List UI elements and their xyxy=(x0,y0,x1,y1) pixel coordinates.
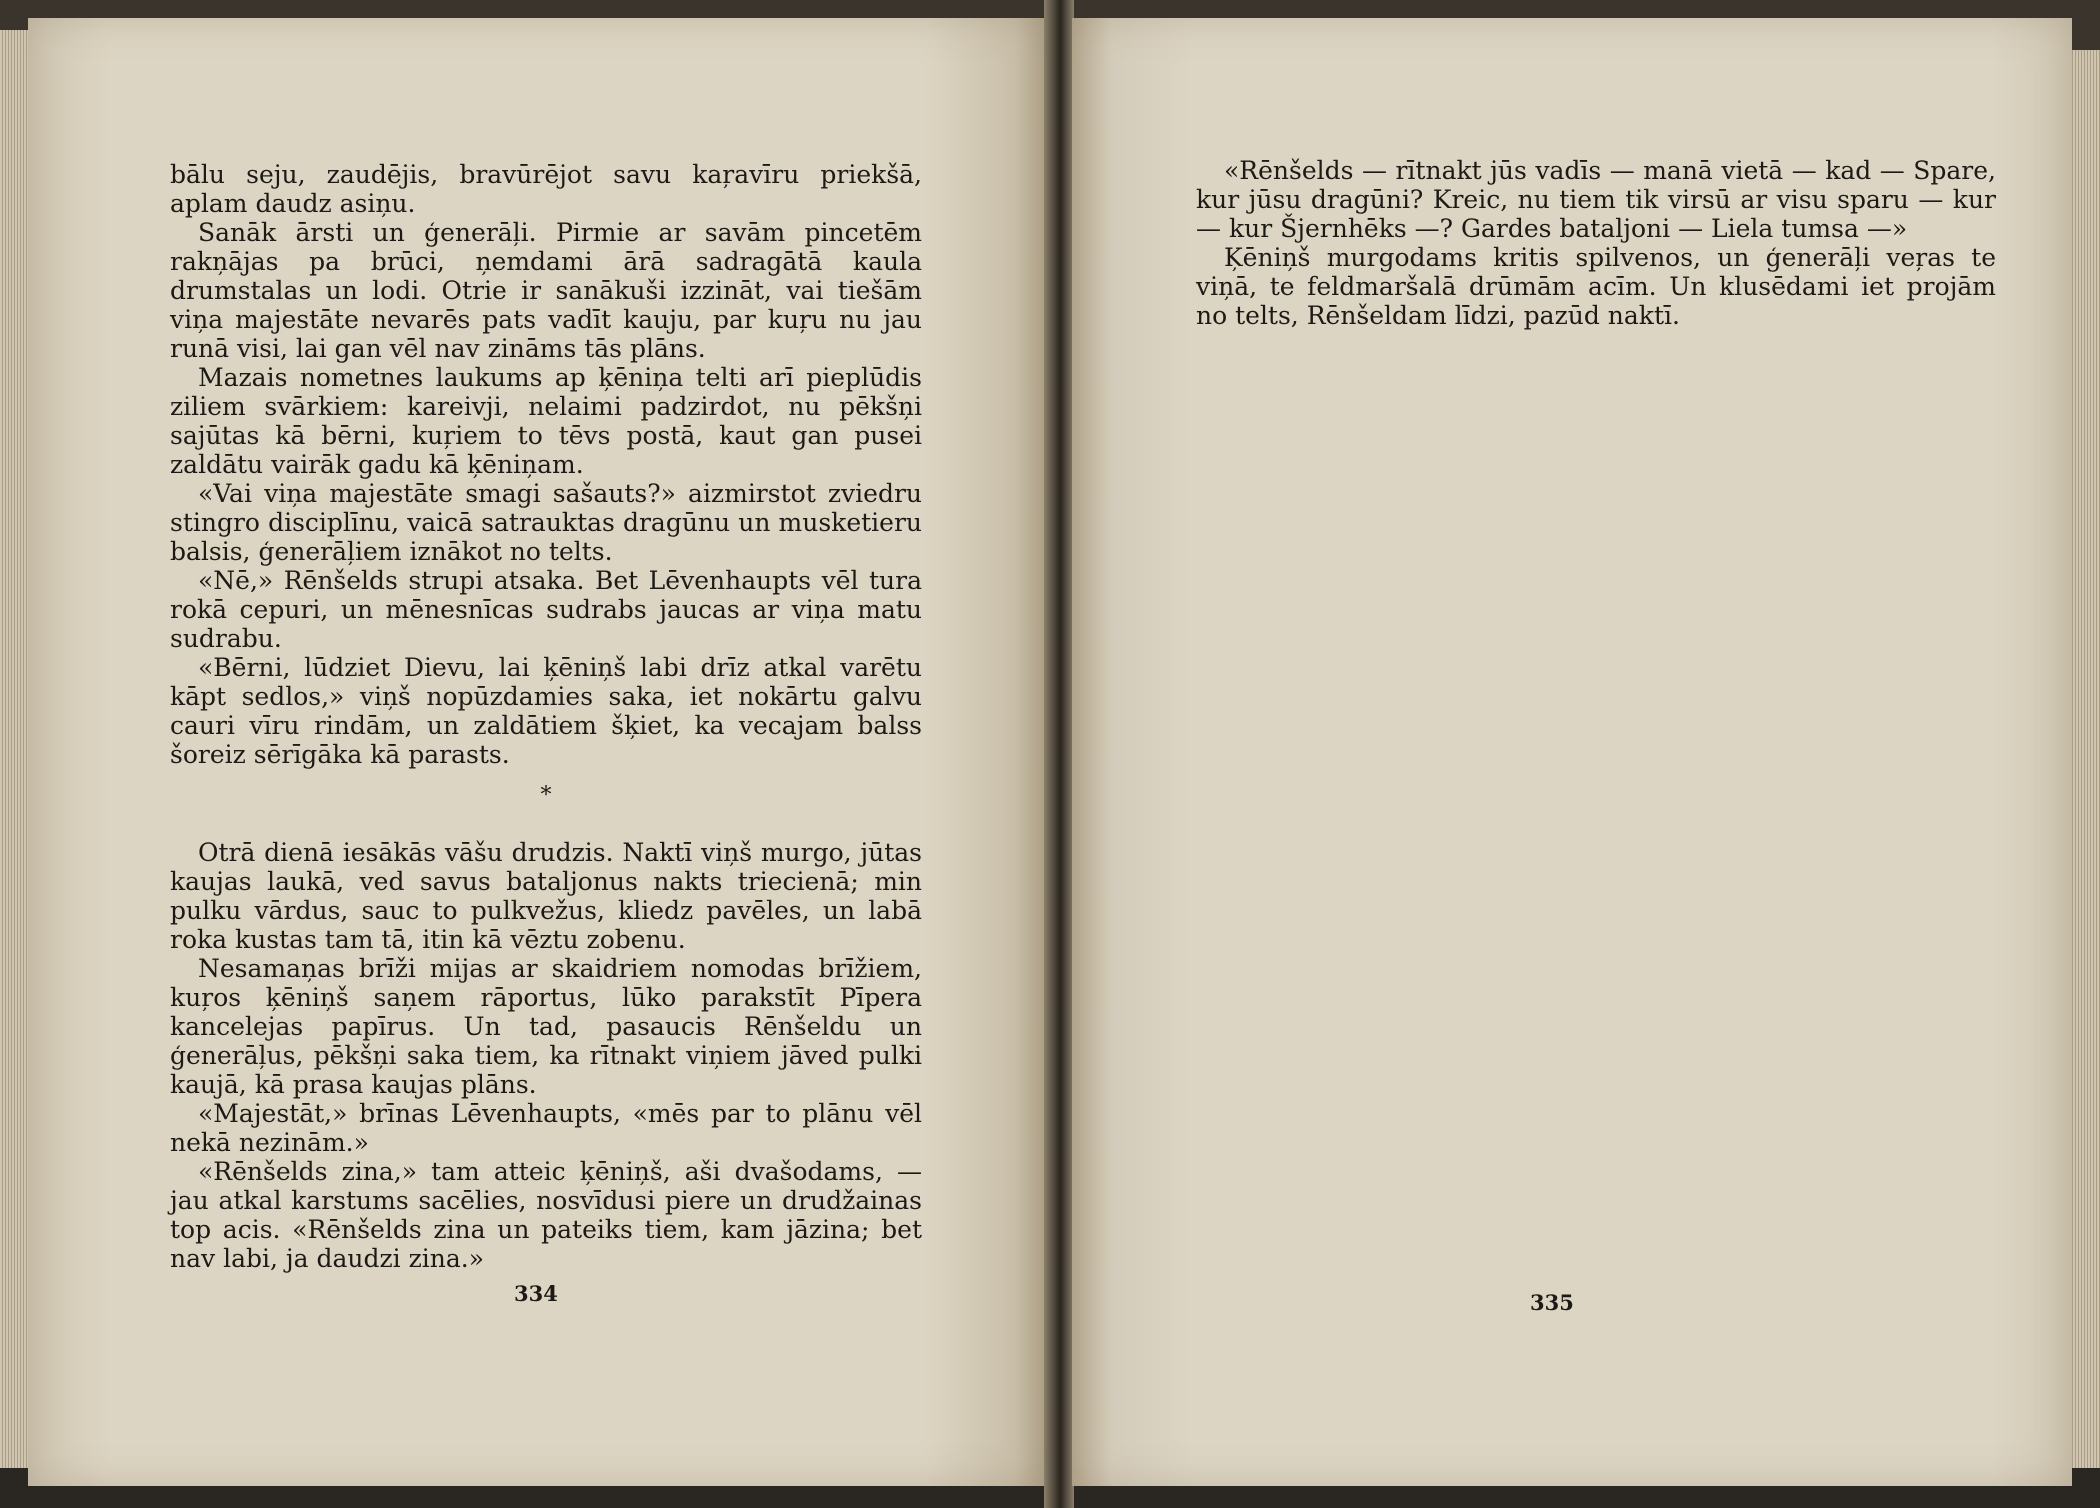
paragraph: bālu seju, zaudējis, bravūrējot savu kaŗavīru priekšā, aplam daudz asiņu. xyxy=(170,160,922,218)
page-number-left: 334 xyxy=(514,1281,558,1306)
page-edges-left xyxy=(0,30,30,1468)
paragraph: «Majestāt,» brīnas Lēvenhaupts, «mēs par to plānu vēl nekā nezinām.» xyxy=(170,1099,922,1157)
paragraph: «Bērni, lūdziet Dievu, lai ķēniņš labi drīz atkal varētu kāpt sedlos,» viņš nopūzdamies saka, iet nokārtu galvu cauri vīru rindām, un zaldātiem šķiet, ka vecajam balss šoreiz sērīgāka kā parasts. xyxy=(170,653,922,769)
paragraph: «Vai viņa majestāte smagi sašauts?» aizmirstot zviedru stingro disciplīnu, vaicā satrauktas dragūnu un musketieru balsis, ģenerāļiem iznākot no telts. xyxy=(170,479,922,566)
page-edges-right xyxy=(2070,50,2100,1468)
paragraph: Otrā dienā iesākās vāšu drudzis. Naktī viņš murgo, jūtas kaujas laukā, ved savus bataljonus nakts triecienā; min pulku vārdus, sauc to pulkvežus, kliedz pavēles, un labā roka kustas tam tā, itin kā vēztu zobenu. xyxy=(170,838,922,954)
right-page-text xyxy=(1196,156,1996,330)
paragraph: «Rēnšelds — rītnakt jūs vadīs — manā vietā — kad — Spare, kur jūsu dragūni? Kreic, nu tiem tik virsū ar visu sparu — kur — kur Šjernhēks —? Gardes bataljoni — Liela tumsa —» xyxy=(1196,156,1996,243)
paragraph: Nesamaņas brīži mijas ar skaidriem nomodas brīžiem, kuŗos ķēniņš saņem rāportus, lūko parakstīt Pīpera kancelejas papīrus. Un tad, pasaucis Rēnšeldu un ģenerāļus, pēkšņi saka tiem, ka rītnakt viņiem jāved pulki kaujā, kā prasa kaujas plāns. xyxy=(170,954,922,1099)
right-page xyxy=(1072,18,2072,1486)
book-gutter xyxy=(1044,0,1074,1508)
paragraph: «Nē,» Rēnšelds strupi atsaka. Bet Lēvenhaupts vēl tura rokā cepuri, un mēnesnīcas sudrabs jaucas ar viņa matu sudrabu. xyxy=(170,566,922,653)
paragraph: Ķēniņš murgodams kritis spilvenos, un ģenerāļi veŗas te viņā, te feldmaršalā drūmām acīm. Un klusēdami iet projām no telts, Rēnšeldam līdzi, pazūd naktī. xyxy=(1196,243,1996,330)
left-page-text xyxy=(170,160,922,1273)
paragraph: «Rēnšelds zina,» tam atteic ķēniņš, aši dvašodams, — jau atkal karstums sacēlies, nosvīdusi piere un drudžainas top acis. «Rēnšelds zina un pateiks tiem, kam jāzina; bet nav labi, ja daudzi zina.» xyxy=(170,1157,922,1273)
paragraph: Mazais nometnes laukums ap ķēniņa telti arī pieplūdis ziliem svārkiem: kareivji, nelaimi padzirdot, nu pēkšņi sajūtas kā bērni, kuŗiem to tēvs postā, kaut gan pusei zaldātu vairāk gadu kā ķēniņam. xyxy=(170,363,922,479)
left-page xyxy=(28,18,1046,1486)
page-number-right: 335 xyxy=(1530,1290,1574,1315)
section-separator: * xyxy=(540,783,552,808)
paragraph: Sanāk ārsti un ģenerāļi. Pirmie ar savām pincetēm rakņājas pa brūci, ņemdami ārā sadragātā kaula drumstalas un lodi. Otrie ir sanākuši izzināt, vai tiešām viņa majestāte nevarēs pats vadīt kauju, par kuŗu nu jau runā visi, lai gan vēl nav zināms tās plāns. xyxy=(170,218,922,363)
